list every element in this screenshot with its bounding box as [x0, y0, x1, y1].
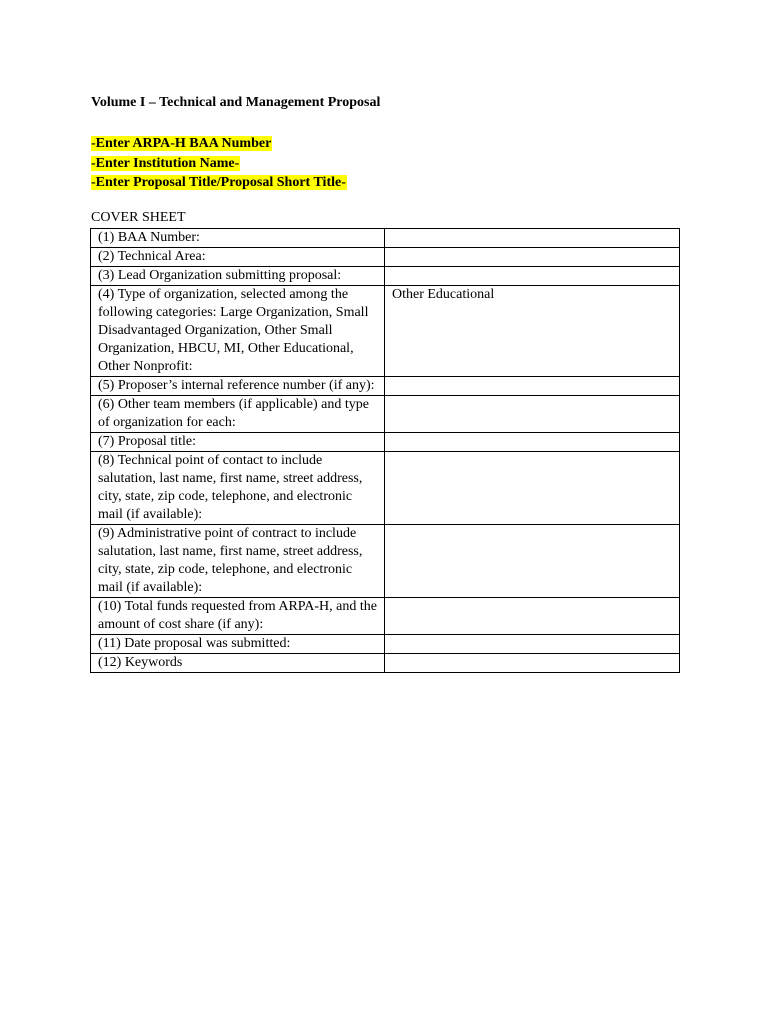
field-value[interactable] — [385, 598, 680, 635]
field-value[interactable] — [385, 248, 680, 267]
field-label: (1) BAA Number: — [91, 229, 385, 248]
table-row — [91, 286, 680, 377]
field-value[interactable]: Other Educational — [385, 286, 680, 377]
table-row — [91, 598, 680, 635]
table-row — [91, 229, 680, 248]
field-label: (2) Technical Area: — [91, 248, 385, 267]
document-title: Volume I – Technical and Management Proposal — [91, 95, 381, 110]
field-label: (10) Total funds requested from ARPA-H, and the amount of cost share (if any): — [91, 598, 385, 635]
field-label: (8) Technical point of contact to include salutation, last name, first name, street address, city, state, zip code, telephone, and electronic mail (if available): — [91, 452, 385, 525]
table-row — [91, 525, 680, 598]
field-label: (5) Proposer’s internal reference number (if any): — [91, 377, 385, 396]
table-row — [91, 267, 680, 286]
field-value[interactable] — [385, 377, 680, 396]
placeholder-block — [91, 133, 347, 192]
field-label: (9) Administrative point of contract to include salutation, last name, first name, street address, city, state, zip code, telephone, and electronic mail (if available): — [91, 525, 385, 598]
cover-sheet-heading: COVER SHEET — [91, 210, 186, 225]
table-row — [91, 396, 680, 433]
table-row — [91, 248, 680, 267]
table-row — [91, 635, 680, 654]
field-value[interactable] — [385, 525, 680, 598]
field-value[interactable] — [385, 654, 680, 673]
table-row — [91, 377, 680, 396]
field-value[interactable] — [385, 452, 680, 525]
field-label: (3) Lead Organization submitting proposal: — [91, 267, 385, 286]
field-value[interactable] — [385, 433, 680, 452]
placeholder-institution-name: -Enter Institution Name- — [91, 155, 240, 171]
field-label: (11) Date proposal was submitted: — [91, 635, 385, 654]
table-row — [91, 452, 680, 525]
placeholder-line — [91, 172, 347, 192]
field-value[interactable] — [385, 229, 680, 248]
placeholder-baa-number: -Enter ARPA-H BAA Number — [91, 136, 272, 151]
field-label: (4) Type of organization, selected among the following categories: Large Organization, Small Disadvantaged Organization, Other Small Organization, HBCU, MI, Other Educational, Other Nonprofit: — [91, 286, 385, 377]
field-value[interactable] — [385, 635, 680, 654]
field-label: (12) Keywords — [91, 654, 385, 673]
placeholder-line — [91, 153, 347, 173]
table-row — [91, 654, 680, 673]
table-row — [91, 433, 680, 452]
placeholder-line — [91, 133, 347, 153]
field-label: (6) Other team members (if applicable) and type of organization for each: — [91, 396, 385, 433]
field-label: (7) Proposal title: — [91, 433, 385, 452]
placeholder-proposal-title: -Enter Proposal Title/Proposal Short Title- — [91, 175, 346, 190]
field-value[interactable] — [385, 267, 680, 286]
field-value[interactable] — [385, 396, 680, 433]
cover-sheet-table — [90, 228, 680, 673]
